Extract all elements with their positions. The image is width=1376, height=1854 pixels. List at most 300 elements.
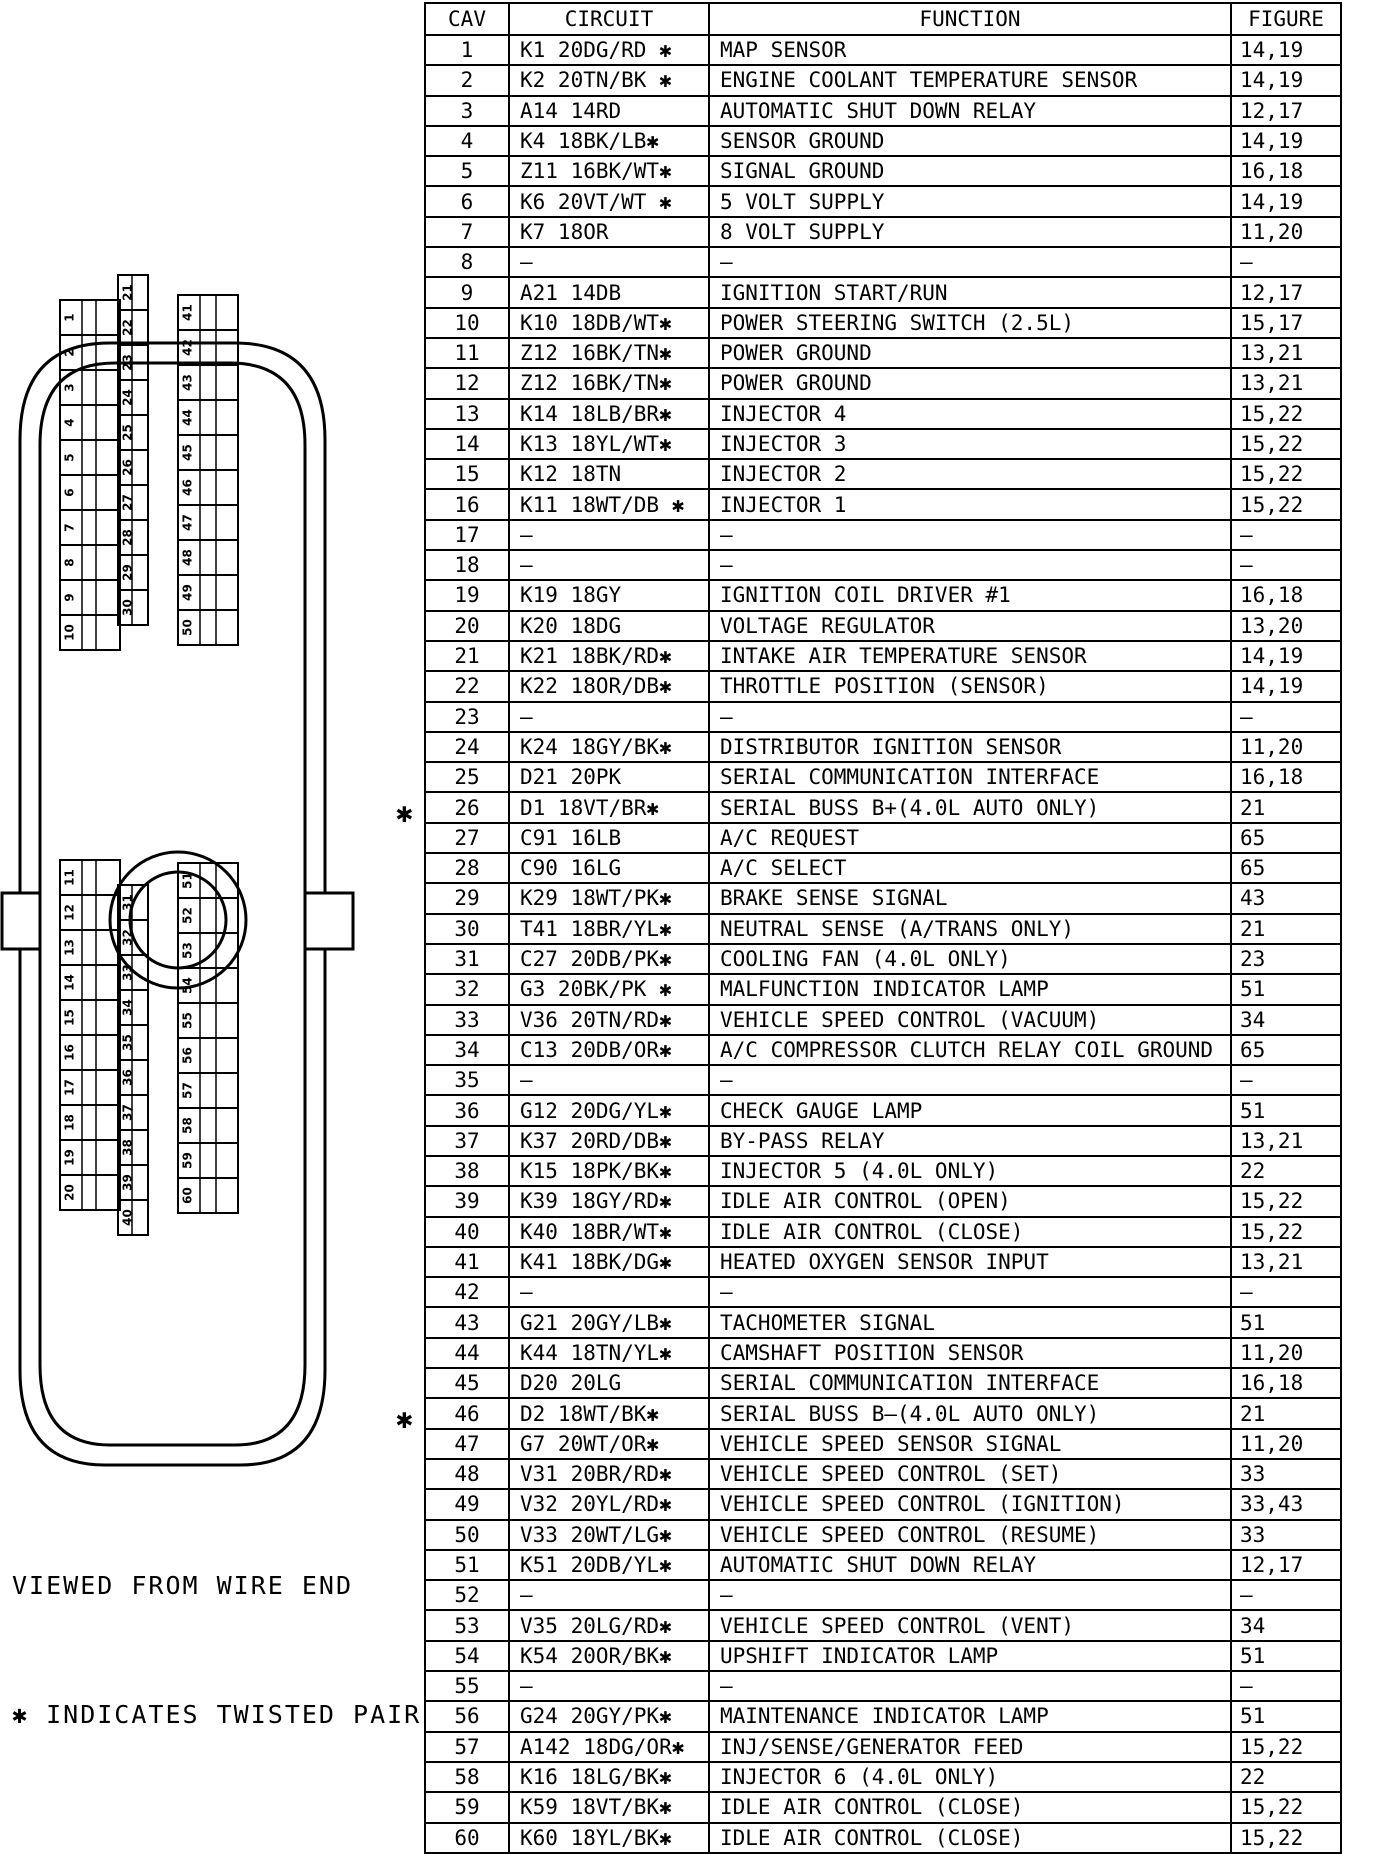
pin-number: 30 [120, 599, 135, 616]
circuit-cell: — [509, 520, 709, 550]
figure-cell: 16,18 [1231, 762, 1341, 792]
pin-number: 40 [120, 1209, 135, 1226]
cav-cell: 20 [425, 611, 509, 641]
connector-pins [60, 275, 238, 1235]
cav-cell: 59 [425, 1792, 509, 1822]
figure-cell: 16,18 [1231, 580, 1341, 610]
figure-cell: 13,21 [1231, 338, 1341, 368]
circuit-cell: G7 20WT/OR✱ [509, 1429, 709, 1459]
cav-cell: 16 [425, 489, 509, 519]
twisted-pair-legend: ✱ INDICATES TWISTED PAIR [12, 1700, 422, 1729]
figure-cell: — [1231, 247, 1341, 277]
function-cell: A/C COMPRESSOR CLUTCH RELAY COIL GROUND [709, 1035, 1231, 1065]
table-row [425, 1217, 1341, 1247]
circuit-cell: V36 20TN/RD✱ [509, 1005, 709, 1035]
pin-number: 33 [120, 964, 135, 981]
cav-cell: 8 [425, 247, 509, 277]
function-cell: VEHICLE SPEED CONTROL (RESUME) [709, 1520, 1231, 1550]
figure-cell: 33 [1231, 1520, 1341, 1550]
function-cell: — [709, 702, 1231, 732]
pin-number: 18 [62, 1114, 77, 1131]
function-cell: 5 VOLT SUPPLY [709, 186, 1231, 216]
cav-cell: 29 [425, 883, 509, 913]
function-cell: AUTOMATIC SHUT DOWN RELAY [709, 1550, 1231, 1580]
table-row [425, 1035, 1341, 1065]
table-row [425, 368, 1341, 398]
circuit-cell: V33 20WT/LG✱ [509, 1520, 709, 1550]
function-cell: BY-PASS RELAY [709, 1126, 1231, 1156]
figure-cell: 51 [1231, 1307, 1341, 1337]
pin-number: 13 [62, 939, 77, 956]
figure-cell: 33,43 [1231, 1489, 1341, 1519]
circuit-cell: Z12 16BK/TN✱ [509, 338, 709, 368]
table-row [425, 792, 1341, 822]
circuit-cell: D20 20LG [509, 1368, 709, 1398]
circuit-cell: — [509, 550, 709, 580]
circuit-cell: — [509, 1580, 709, 1610]
pin-group-lower-mid-pins [118, 885, 148, 1235]
figure-cell: 11,20 [1231, 1429, 1341, 1459]
cav-cell: 34 [425, 1035, 509, 1065]
circuit-cell: D21 20PK [509, 762, 709, 792]
figure-cell: 15,22 [1231, 1823, 1341, 1853]
table-row [425, 1398, 1341, 1428]
cav-cell: 23 [425, 702, 509, 732]
pin-number: 14 [62, 974, 77, 991]
circuit-cell: K59 18VT/BK✱ [509, 1792, 709, 1822]
figure-cell: 15,22 [1231, 1186, 1341, 1216]
pin-number: 9 [62, 593, 77, 602]
function-cell: MAP SENSOR [709, 35, 1231, 65]
header-circuit: CIRCUIT [509, 3, 709, 35]
circuit-cell: C13 20DB/OR✱ [509, 1035, 709, 1065]
table-row [425, 823, 1341, 853]
function-cell: 8 VOLT SUPPLY [709, 217, 1231, 247]
circuit-cell: K6 20VT/WT ✱ [509, 186, 709, 216]
function-cell: HEATED OXYGEN SENSOR INPUT [709, 1247, 1231, 1277]
function-cell: SERIAL COMMUNICATION INTERFACE [709, 762, 1231, 792]
circuit-cell: K4 18BK/LB✱ [509, 126, 709, 156]
circuit-cell: G24 20GY/PK✱ [509, 1701, 709, 1731]
circuit-cell: A142 18DG/OR✱ [509, 1732, 709, 1762]
cav-cell: 19 [425, 580, 509, 610]
circuit-cell: K60 18YL/BK✱ [509, 1823, 709, 1853]
figure-cell: 13,21 [1231, 1126, 1341, 1156]
circuit-cell: K41 18BK/DG✱ [509, 1247, 709, 1277]
pin-number: 10 [62, 624, 77, 641]
cav-cell: 42 [425, 1277, 509, 1307]
figure-cell: 22 [1231, 1762, 1341, 1792]
function-cell: INJECTOR 6 (4.0L ONLY) [709, 1762, 1231, 1792]
table-row [425, 65, 1341, 95]
table-row [425, 974, 1341, 1004]
pin-number: 35 [120, 1034, 135, 1051]
function-cell: INJECTOR 4 [709, 399, 1231, 429]
pin-number: 42 [180, 339, 195, 356]
cav-cell: 49 [425, 1489, 509, 1519]
circuit-cell: V31 20BR/RD✱ [509, 1459, 709, 1489]
circuit-cell: K2 20TN/BK ✱ [509, 65, 709, 95]
circuit-cell: T41 18BR/YL✱ [509, 914, 709, 944]
figure-cell: 23 [1231, 944, 1341, 974]
cav-cell: 56 [425, 1701, 509, 1731]
table-row [425, 1762, 1341, 1792]
pin-number: 4 [62, 418, 77, 427]
function-cell: — [709, 550, 1231, 580]
pin-number: 55 [180, 1012, 195, 1029]
figure-cell: 12,17 [1231, 96, 1341, 126]
pinout-table [424, 2, 1342, 1854]
circuit-cell: V35 20LG/RD✱ [509, 1610, 709, 1640]
pin-number: 22 [120, 319, 135, 336]
figure-cell: 15,22 [1231, 1732, 1341, 1762]
pin-number: 58 [180, 1117, 195, 1134]
table-row [425, 702, 1341, 732]
pin-number: 46 [180, 479, 195, 496]
pin-group-upper-right-pins [178, 295, 238, 645]
circuit-cell: K24 18GY/BK✱ [509, 732, 709, 762]
cav-cell: 9 [425, 277, 509, 307]
table-row [425, 338, 1341, 368]
table-row [425, 186, 1341, 216]
cav-cell: 27 [425, 823, 509, 853]
pin-number: 8 [62, 558, 77, 567]
cav-cell: 38 [425, 1156, 509, 1186]
cav-cell: 13 [425, 399, 509, 429]
function-cell: COOLING FAN (4.0L ONLY) [709, 944, 1231, 974]
pin-number: 39 [120, 1174, 135, 1191]
function-cell: INTAKE AIR TEMPERATURE SENSOR [709, 641, 1231, 671]
pin-number: 12 [62, 904, 77, 921]
cav-cell: 40 [425, 1217, 509, 1247]
table-row [425, 671, 1341, 701]
twisted-pair-marker: ✱ [396, 1401, 413, 1435]
function-cell: UPSHIFT INDICATOR LAMP [709, 1641, 1231, 1671]
table-row [425, 1732, 1341, 1762]
pin-number: 41 [180, 304, 195, 321]
figure-cell: 14,19 [1231, 186, 1341, 216]
pin-number: 47 [180, 514, 195, 531]
cav-cell: 11 [425, 338, 509, 368]
figure-cell: 15,17 [1231, 308, 1341, 338]
pin-group-upper-left-pins [60, 300, 120, 650]
table-row [425, 459, 1341, 489]
pin-number: 53 [180, 942, 195, 959]
pin-number: 38 [120, 1139, 135, 1156]
circuit-cell: K1 20DG/RD ✱ [509, 35, 709, 65]
table-row [425, 96, 1341, 126]
table-row [425, 1338, 1341, 1368]
table-row [425, 1005, 1341, 1035]
cav-cell: 37 [425, 1126, 509, 1156]
figure-cell: 21 [1231, 792, 1341, 822]
table-row [425, 1550, 1341, 1580]
cav-cell: 60 [425, 1823, 509, 1853]
circuit-cell: A21 14DB [509, 277, 709, 307]
table-row [425, 1489, 1341, 1519]
table-row [425, 308, 1341, 338]
circuit-cell: K19 18GY [509, 580, 709, 610]
circuit-cell: K10 18DB/WT✱ [509, 308, 709, 338]
cav-cell: 33 [425, 1005, 509, 1035]
cav-cell: 45 [425, 1368, 509, 1398]
cav-cell: 44 [425, 1338, 509, 1368]
function-cell: CAMSHAFT POSITION SENSOR [709, 1338, 1231, 1368]
cav-cell: 24 [425, 732, 509, 762]
pin-number: 49 [180, 584, 195, 601]
pin-number: 60 [180, 1187, 195, 1204]
cav-cell: 57 [425, 1732, 509, 1762]
pin-number: 20 [62, 1184, 77, 1201]
function-cell: THROTTLE POSITION (SENSOR) [709, 671, 1231, 701]
cav-cell: 26 [425, 792, 509, 822]
function-cell: VEHICLE SPEED CONTROL (VENT) [709, 1610, 1231, 1640]
pin-number: 29 [120, 564, 135, 581]
table-row [425, 1610, 1341, 1640]
cav-cell: 30 [425, 914, 509, 944]
function-cell: — [709, 1277, 1231, 1307]
function-cell: SERIAL BUSS B+(4.0L AUTO ONLY) [709, 792, 1231, 822]
figure-cell: 12,17 [1231, 1550, 1341, 1580]
figure-cell: 13,21 [1231, 368, 1341, 398]
function-cell: IGNITION COIL DRIVER #1 [709, 580, 1231, 610]
cav-cell: 46 [425, 1398, 509, 1428]
circuit-cell: — [509, 1065, 709, 1095]
table-row [425, 550, 1341, 580]
circuit-cell: K15 18PK/BK✱ [509, 1156, 709, 1186]
figure-cell: 34 [1231, 1610, 1341, 1640]
table-row [425, 853, 1341, 883]
pin-number: 25 [120, 424, 135, 441]
table-row [425, 126, 1341, 156]
figure-cell: 65 [1231, 1035, 1341, 1065]
table-row [425, 1671, 1341, 1701]
function-cell: POWER GROUND [709, 338, 1231, 368]
figure-cell: — [1231, 520, 1341, 550]
table-row [425, 1792, 1341, 1822]
function-cell: DISTRIBUTOR IGNITION SENSOR [709, 732, 1231, 762]
figure-cell: 51 [1231, 1701, 1341, 1731]
figure-cell: 15,22 [1231, 1792, 1341, 1822]
function-cell: IDLE AIR CONTROL (CLOSE) [709, 1217, 1231, 1247]
circuit-cell: — [509, 1671, 709, 1701]
circuit-cell: K44 18TN/YL✱ [509, 1338, 709, 1368]
cav-cell: 7 [425, 217, 509, 247]
cav-cell: 22 [425, 671, 509, 701]
cav-cell: 21 [425, 641, 509, 671]
header-function: FUNCTION [709, 3, 1231, 35]
pin-number: 23 [120, 354, 135, 371]
cav-cell: 32 [425, 974, 509, 1004]
pin-number: 21 [120, 284, 135, 301]
figure-cell: — [1231, 1580, 1341, 1610]
figure-cell: 16,18 [1231, 156, 1341, 186]
function-cell: IGNITION START/RUN [709, 277, 1231, 307]
function-cell: AUTOMATIC SHUT DOWN RELAY [709, 96, 1231, 126]
circuit-cell: G12 20DG/YL✱ [509, 1095, 709, 1125]
function-cell: VEHICLE SPEED CONTROL (VACUUM) [709, 1005, 1231, 1035]
table-row [425, 399, 1341, 429]
cav-cell: 31 [425, 944, 509, 974]
cav-cell: 14 [425, 429, 509, 459]
figure-cell: 14,19 [1231, 65, 1341, 95]
function-cell: VEHICLE SPEED SENSOR SIGNAL [709, 1429, 1231, 1459]
pin-number: 56 [180, 1047, 195, 1064]
table-row [425, 1429, 1341, 1459]
function-cell: IDLE AIR CONTROL (CLOSE) [709, 1823, 1231, 1853]
pin-number: 3 [62, 383, 77, 392]
table-row [425, 762, 1341, 792]
cav-cell: 50 [425, 1520, 509, 1550]
figure-cell: 16,18 [1231, 1368, 1341, 1398]
function-cell: SERIAL COMMUNICATION INTERFACE [709, 1368, 1231, 1398]
table-row [425, 611, 1341, 641]
circuit-cell: K11 18WT/DB ✱ [509, 489, 709, 519]
function-cell: POWER GROUND [709, 368, 1231, 398]
figure-cell: 21 [1231, 1398, 1341, 1428]
function-cell: VEHICLE SPEED CONTROL (IGNITION) [709, 1489, 1231, 1519]
cav-cell: 52 [425, 1580, 509, 1610]
pin-number: 59 [180, 1152, 195, 1169]
figure-cell: 14,19 [1231, 35, 1341, 65]
pin-number: 54 [180, 977, 195, 994]
figure-cell: 14,19 [1231, 126, 1341, 156]
circuit-cell: C27 20DB/PK✱ [509, 944, 709, 974]
circuit-cell: — [509, 702, 709, 732]
pin-number: 7 [62, 523, 77, 532]
pin-number: 37 [120, 1104, 135, 1121]
twisted-pair-marker: ✱ [396, 795, 413, 829]
cav-cell: 18 [425, 550, 509, 580]
cav-cell: 35 [425, 1065, 509, 1095]
circuit-cell: Z12 16BK/TN✱ [509, 368, 709, 398]
table-row [425, 35, 1341, 65]
function-cell: — [709, 1580, 1231, 1610]
function-cell: VOLTAGE REGULATOR [709, 611, 1231, 641]
table-row [425, 1701, 1341, 1731]
circuit-cell: — [509, 247, 709, 277]
figure-cell: 33 [1231, 1459, 1341, 1489]
table-row [425, 732, 1341, 762]
function-cell: — [709, 1065, 1231, 1095]
cav-cell: 54 [425, 1641, 509, 1671]
table-row [425, 217, 1341, 247]
function-cell: MAINTENANCE INDICATOR LAMP [709, 1701, 1231, 1731]
pin-number: 1 [62, 313, 77, 322]
function-cell: MALFUNCTION INDICATOR LAMP [709, 974, 1231, 1004]
function-cell: SERIAL BUSS B—(4.0L AUTO ONLY) [709, 1398, 1231, 1428]
function-cell: BRAKE SENSE SIGNAL [709, 883, 1231, 913]
pin-number: 48 [180, 549, 195, 566]
pin-number: 16 [62, 1044, 77, 1061]
circuit-cell: K7 18OR [509, 217, 709, 247]
figure-cell: 43 [1231, 883, 1341, 913]
cav-cell: 5 [425, 156, 509, 186]
pin-number: 5 [62, 453, 77, 462]
pin-number: 17 [62, 1079, 77, 1096]
cav-cell: 43 [425, 1307, 509, 1337]
table-row [425, 641, 1341, 671]
function-cell: INJECTOR 2 [709, 459, 1231, 489]
circuit-cell: D2 18WT/BK✱ [509, 1398, 709, 1428]
function-cell: SIGNAL GROUND [709, 156, 1231, 186]
figure-cell: 12,17 [1231, 277, 1341, 307]
cav-cell: 3 [425, 96, 509, 126]
cav-cell: 10 [425, 308, 509, 338]
cav-cell: 36 [425, 1095, 509, 1125]
figure-cell: — [1231, 1277, 1341, 1307]
figure-cell: 15,22 [1231, 1217, 1341, 1247]
cav-cell: 17 [425, 520, 509, 550]
figure-cell: 51 [1231, 1641, 1341, 1671]
table-row [425, 277, 1341, 307]
figure-cell: 22 [1231, 1156, 1341, 1186]
circuit-cell: K39 18GY/RD✱ [509, 1186, 709, 1216]
circuit-cell: K40 18BR/WT✱ [509, 1217, 709, 1247]
cav-cell: 15 [425, 459, 509, 489]
pin-number: 57 [180, 1082, 195, 1099]
circuit-cell: Z11 16BK/WT✱ [509, 156, 709, 186]
header-figure: FIGURE [1231, 3, 1341, 35]
pin-number: 19 [62, 1149, 77, 1166]
circuit-cell: K16 18LG/BK✱ [509, 1762, 709, 1792]
figure-cell: 65 [1231, 823, 1341, 853]
cav-cell: 41 [425, 1247, 509, 1277]
pin-number: 6 [62, 488, 77, 497]
pin-number: 15 [62, 1009, 77, 1026]
figure-cell: 51 [1231, 1095, 1341, 1125]
cav-cell: 1 [425, 35, 509, 65]
circuit-cell: C91 16LB [509, 823, 709, 853]
circuit-cell: — [509, 1277, 709, 1307]
table-row [425, 1126, 1341, 1156]
pin-number: 28 [120, 529, 135, 546]
table-row [425, 883, 1341, 913]
table-row [425, 156, 1341, 186]
pin-number: 11 [62, 869, 77, 886]
circuit-cell: K51 20DB/YL✱ [509, 1550, 709, 1580]
circuit-cell: A14 14RD [509, 96, 709, 126]
figure-cell: 15,22 [1231, 459, 1341, 489]
cav-cell: 58 [425, 1762, 509, 1792]
table-row [425, 1095, 1341, 1125]
function-cell: POWER STEERING SWITCH (2.5L) [709, 308, 1231, 338]
circuit-cell: C90 16LG [509, 853, 709, 883]
cav-cell: 53 [425, 1610, 509, 1640]
pin-number: 44 [180, 409, 195, 426]
table-row [425, 1186, 1341, 1216]
figure-cell: 51 [1231, 974, 1341, 1004]
table-row [425, 1580, 1341, 1610]
table-row [425, 520, 1341, 550]
header-cav: CAV [425, 3, 509, 35]
table-row [425, 1520, 1341, 1550]
circuit-cell: G21 20GY/LB✱ [509, 1307, 709, 1337]
function-cell: — [709, 520, 1231, 550]
pin-number: 34 [120, 999, 135, 1016]
function-cell: A/C REQUEST [709, 823, 1231, 853]
figure-cell: 15,22 [1231, 429, 1341, 459]
pin-number: 45 [180, 444, 195, 461]
function-cell: INJECTOR 1 [709, 489, 1231, 519]
figure-cell: — [1231, 550, 1341, 580]
pin-number: 36 [120, 1069, 135, 1086]
function-cell: VEHICLE SPEED CONTROL (SET) [709, 1459, 1231, 1489]
figure-cell: 11,20 [1231, 217, 1341, 247]
figure-cell: 15,22 [1231, 489, 1341, 519]
table-row [425, 1368, 1341, 1398]
pin-number: 24 [120, 389, 135, 406]
